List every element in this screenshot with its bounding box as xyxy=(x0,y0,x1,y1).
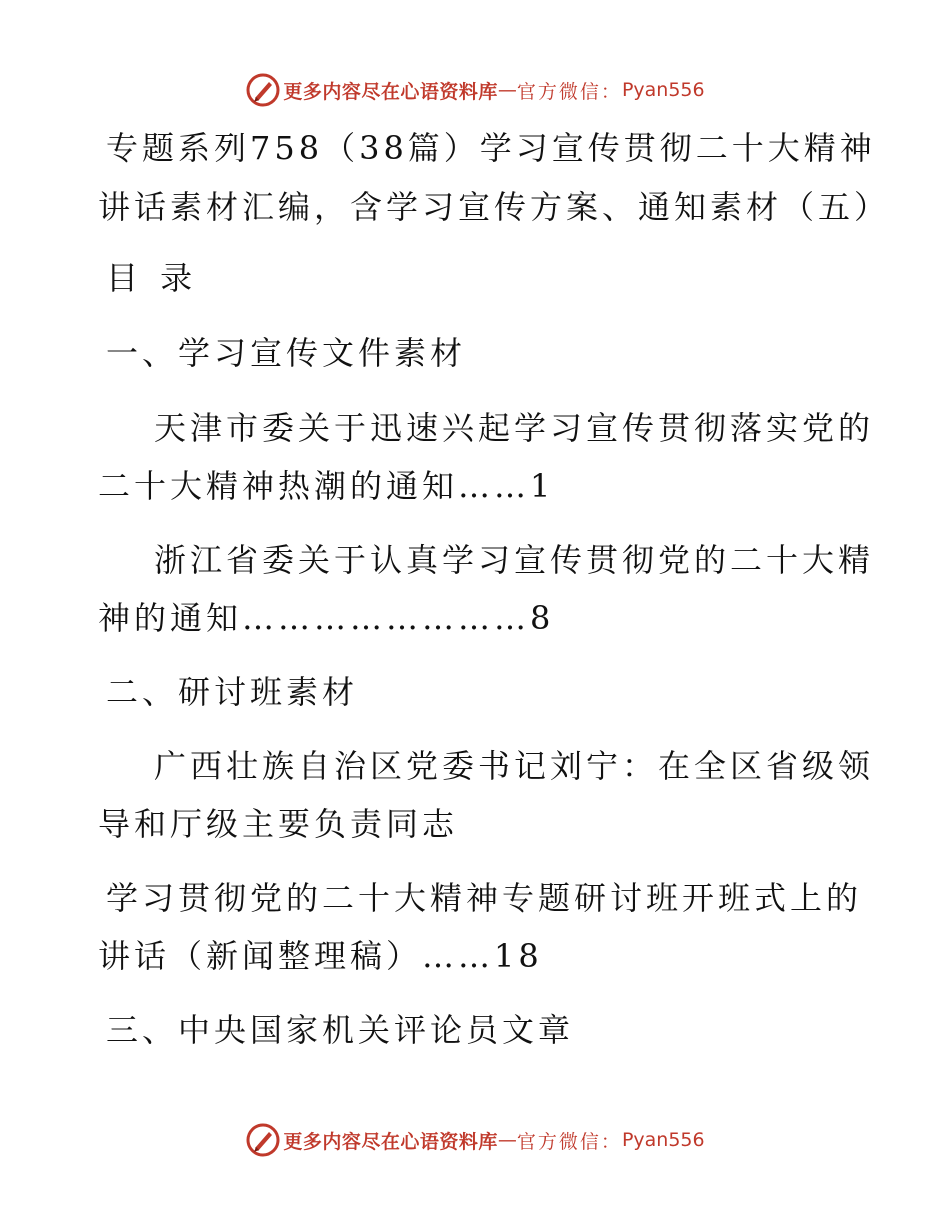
footer-banner xyxy=(0,1120,950,1160)
toc-item-3-line-2: 导和厅级主要负责同志 xyxy=(98,805,459,843)
toc-item-1-line-1: 天津市委关于迅速兴起学习宣传贯彻落实党的 xyxy=(154,409,875,447)
banner-wechat-label: 官方微信： xyxy=(516,1130,622,1153)
pen-logo-icon xyxy=(245,72,281,108)
banner-promo-text: 更多内容尽在心语资料库 xyxy=(283,1130,498,1153)
toc-section-1: 一、学习宣传文件素材 xyxy=(106,334,467,372)
banner-dash: — xyxy=(497,1129,517,1151)
toc-item-1-line-2: 二十大精神热潮的通知……1 xyxy=(98,467,555,505)
doc-title-line-2: 讲话素材汇编，含学习宣传方案、通知素材（五） xyxy=(98,188,891,226)
toc-heading: 目 录 xyxy=(106,259,199,297)
banner-wechat-label: 官方微信： xyxy=(516,80,622,103)
toc-item-3-line-3: 学习贯彻党的二十大精神专题研讨班开班式上的 xyxy=(106,879,863,917)
banner-promo-text: 更多内容尽在心语资料库 xyxy=(283,80,498,103)
toc-item-3-line-1: 广西壮族自治区党委书记刘宁：在全区省级领 xyxy=(154,747,875,785)
toc-item-3-line-4: 讲话（新闻整理稿）……18 xyxy=(98,937,543,975)
toc-item-2-line-2: 神的通知……………………8 xyxy=(98,599,555,637)
toc-item-2-line-1: 浙江省委关于认真学习宣传贯彻党的二十大精 xyxy=(154,541,875,579)
toc-section-2: 二、研讨班素材 xyxy=(106,673,359,711)
toc-section-3: 三、中央国家机关评论员文章 xyxy=(106,1011,575,1049)
doc-title-line-1: 专题系列758（38篇）学习宣传贯彻二十大精神 xyxy=(106,129,876,167)
banner-wechat-id: Pyan556 xyxy=(621,1129,705,1151)
header-banner xyxy=(0,70,950,110)
banner-wechat-id: Pyan556 xyxy=(621,79,705,101)
banner-dash: — xyxy=(497,79,517,101)
pen-logo-icon xyxy=(245,1122,281,1158)
